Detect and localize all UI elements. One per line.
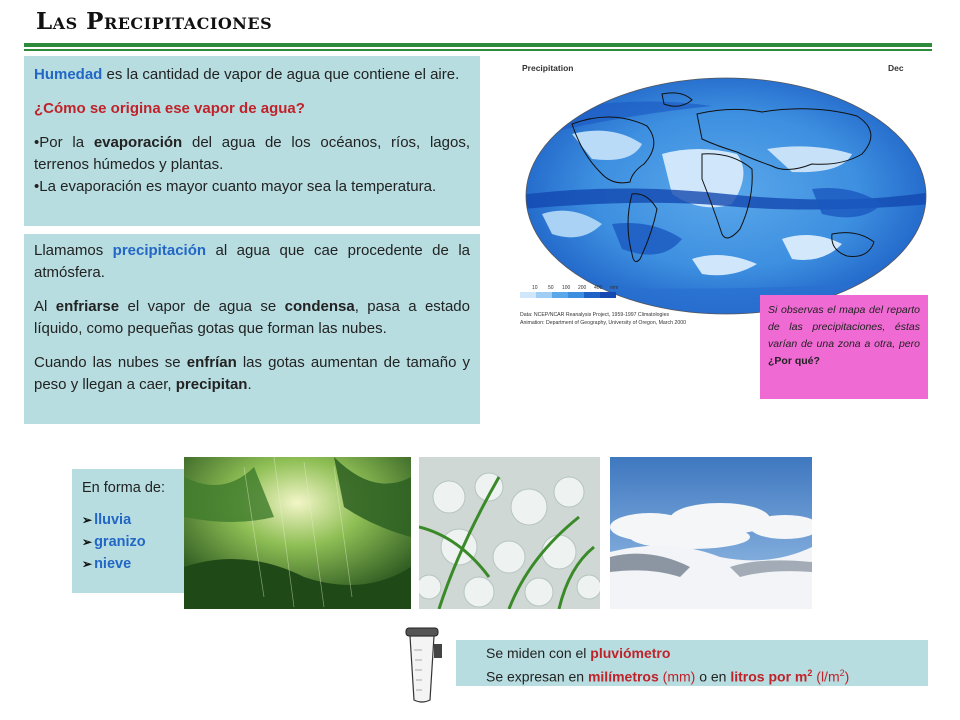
arrow-bullet-icon: ➢	[82, 535, 93, 549]
precipitation-forms-box	[72, 469, 184, 593]
measurement-line-2: Se expresan en milímetros (mm) o en litros por $m^2$ $(l/m^2)$	[486, 668, 850, 685]
arrow-bullet-icon: ➢	[82, 557, 93, 571]
snow-photo	[610, 457, 812, 609]
temperature-bullet: •La evaporación es mayor cuanto mayor sea la temperatura.	[34, 178, 437, 195]
forms-list	[82, 509, 174, 575]
svg-text:400: 400	[594, 285, 603, 291]
precipitation-box	[24, 234, 480, 424]
title-rule-thin	[24, 49, 932, 51]
list-item: ➢ nieve	[82, 553, 174, 575]
forms-heading: En forma de:	[82, 480, 166, 496]
title-rule-thick	[24, 43, 932, 47]
map-credit-animation: Animation: Department of Geography, University of Oregon, March 2000	[520, 320, 686, 326]
condensation-paragraph: Al enfriarse el vapor de agua se condensa, pasa a estado líquido, como pequeñas gotas que forman las nubes.	[34, 298, 470, 337]
vapor-question: ¿Cómo se origina ese vapor de agua?	[34, 100, 305, 117]
map-credit-data: Data: NCEP/NCAR Reanalysis Project, 1959-1997 Climatologies	[520, 312, 670, 318]
measurement-line-1: Se miden con el pluviómetro	[486, 645, 671, 661]
measurement-box	[456, 640, 928, 686]
evaporation-bullet: •Por la evaporación del agua de los océanos, ríos, lagos, terrenos húmedos y plantas.	[34, 134, 471, 173]
svg-text:100: 100	[562, 285, 571, 291]
svg-text:mm: mm	[610, 285, 619, 291]
hail-photo	[419, 457, 600, 609]
map-label-left: Precipitation	[522, 63, 574, 73]
svg-text:10: 10	[532, 285, 538, 291]
precipitation-map-graphic	[512, 54, 932, 336]
page-title: Las Precipitaciones	[36, 8, 273, 35]
rain-gauge-icon	[398, 626, 446, 706]
list-item: ➢ granizo	[82, 531, 174, 553]
map-label-right: Dec	[888, 63, 904, 73]
svg-text:50: 50	[548, 285, 554, 291]
list-item: ➢ lluvia	[82, 509, 174, 531]
humidity-definition: Humedad es la cantidad de vapor de agua que contiene el aire.	[34, 66, 460, 83]
humidity-box	[24, 56, 480, 226]
falling-paragraph: Cuando las nubes se enfrían las gotas aumentan de tamaño y peso y llegan a caer, precipitan.	[34, 354, 470, 393]
rain-photo	[184, 457, 411, 609]
svg-text:200: 200	[578, 285, 587, 291]
precipitation-map	[512, 54, 932, 336]
humidity-term: Humedad	[34, 66, 103, 83]
arrow-bullet-icon: ➢	[82, 513, 93, 527]
precipitation-definition: Llamamos precipitación al agua que cae procedente de la atmósfera.	[34, 242, 470, 281]
map-question-note: Si observas el mapa del reparto de las precipitaciones, éstas varían de una zona a otra, pero ¿Por qué?	[760, 295, 928, 399]
